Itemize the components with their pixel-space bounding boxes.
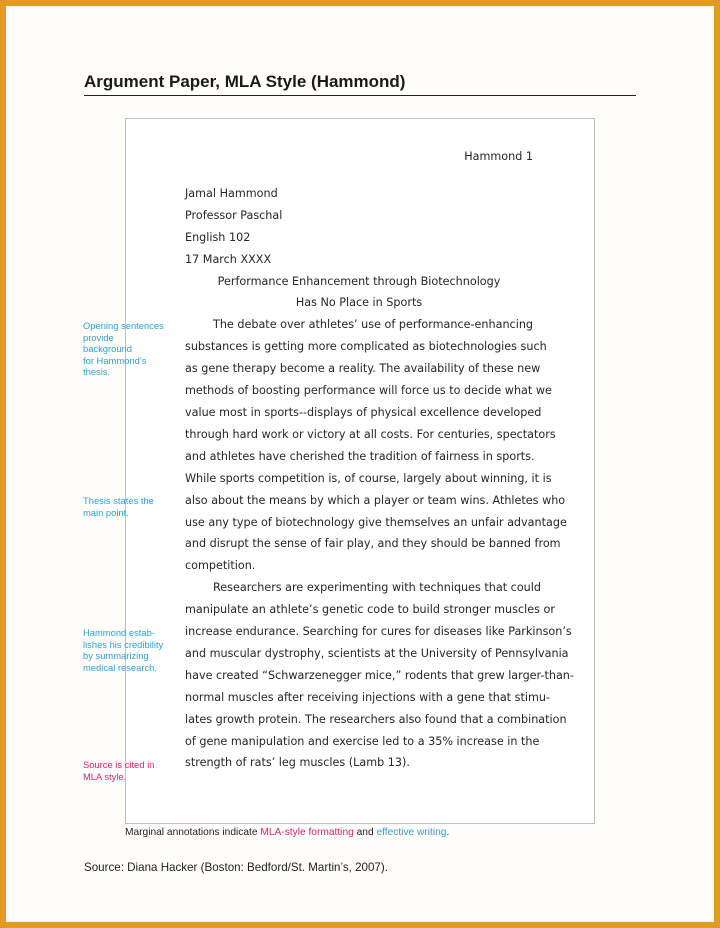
annotation-credibility [83,627,165,673]
text-line: of gene manipulation and exercise led to a 35% increase in the [185,734,540,748]
text-line: as gene therapy become a reality. The availability of these new [185,362,541,376]
text-line: also about the means by which a player or team wins. Athletes who [185,493,566,507]
caption-suffix: . [446,827,450,838]
caption-middle: and [353,827,377,838]
text-line: have created “Schwarzenegger mice,” rodents that grew larger-than- [185,668,574,682]
page-heading: Argument Paper, MLA Style (Hammond) [84,72,636,96]
header-date: 17 March XXXX [185,252,272,266]
text-line: substances is getting more complicated as biotechnologies such [185,340,547,354]
mla-paper [185,146,574,774]
text-line: lates growth protein. The researchers also found that a combination [185,712,567,726]
caption-effective: effective writing [376,827,447,838]
text-line: competition. [185,559,256,573]
annotation-background [83,320,165,378]
figure-caption [125,827,449,838]
text-line: through hard work or victory at all costs. For centuries, spectators [185,427,556,441]
text-line: Researchers are experimenting with techniques that could [213,581,541,595]
paper-title-line-1: Performance Enhancement through Biotechnology [217,274,501,288]
annotation-line: lishes his credibility [83,638,164,650]
text-line: manipulate an athlete’s genetic code to build stronger muscles or [185,603,555,617]
text-line: increase endurance. Searching for cures for diseases like Parkinson’s [185,625,572,639]
header-course: English 102 [185,230,251,244]
annotation-line: provide background [83,331,132,355]
text-line: normal muscles after receiving injections with a gene that stimu- [185,690,550,704]
annotation-line: medical research. [83,661,157,673]
header-name: Jamal Hammond [185,186,278,200]
text-line: value most in sports--displays of physical excellence developed [185,405,542,419]
paragraph-1 [185,314,567,577]
annotation-line: MLA style. [83,770,127,782]
text-line: use any type of biotechnology give themselves an unfair advantage [185,515,567,529]
annotation-line: Hammond estab- [83,627,155,638]
text-line: strength of rats’ leg muscles (Lamb 13). [185,756,410,770]
text-line: and disrupt the sense of fair play, and they should be banned from [185,537,561,551]
header-professor: Professor Paschal [185,208,283,222]
running-head: Hammond 1 [464,150,533,163]
text-line: and athletes have cherished the tradition of fairness in sports. [185,449,535,463]
paragraph-2 [185,577,574,774]
annotation-line: main point. [83,506,129,518]
annotation-line: Source is cited in [83,759,155,770]
text-line: The debate over athletes’ use of performance-enhancing [213,318,534,332]
text-line: methods of boosting performance will force us to decide what we [185,384,552,398]
source-credit: Source: Diana Hacker (Boston: Bedford/St. Martin’s, 2007). [84,861,388,874]
annotation-line: for Hammond’s [83,354,147,366]
annotation-thesis [83,495,165,518]
text-line: and muscular dystrophy, scientists at the University of Pennsylvania [185,646,569,660]
text-line: While sports competition is, of course, largely about winning, it is [185,471,552,485]
annotation-line: thesis. [83,366,111,378]
annotation-citation [83,759,165,782]
caption-prefix: Marginal annotations indicate [125,827,261,838]
paper-title-line-2: Has No Place in Sports [295,296,423,310]
annotation-line: Thesis states the [83,495,154,506]
caption-mla: MLA-style formatting [260,827,354,838]
annotation-line: by summarizing [83,650,149,662]
annotation-line: Opening sentences [83,320,164,331]
